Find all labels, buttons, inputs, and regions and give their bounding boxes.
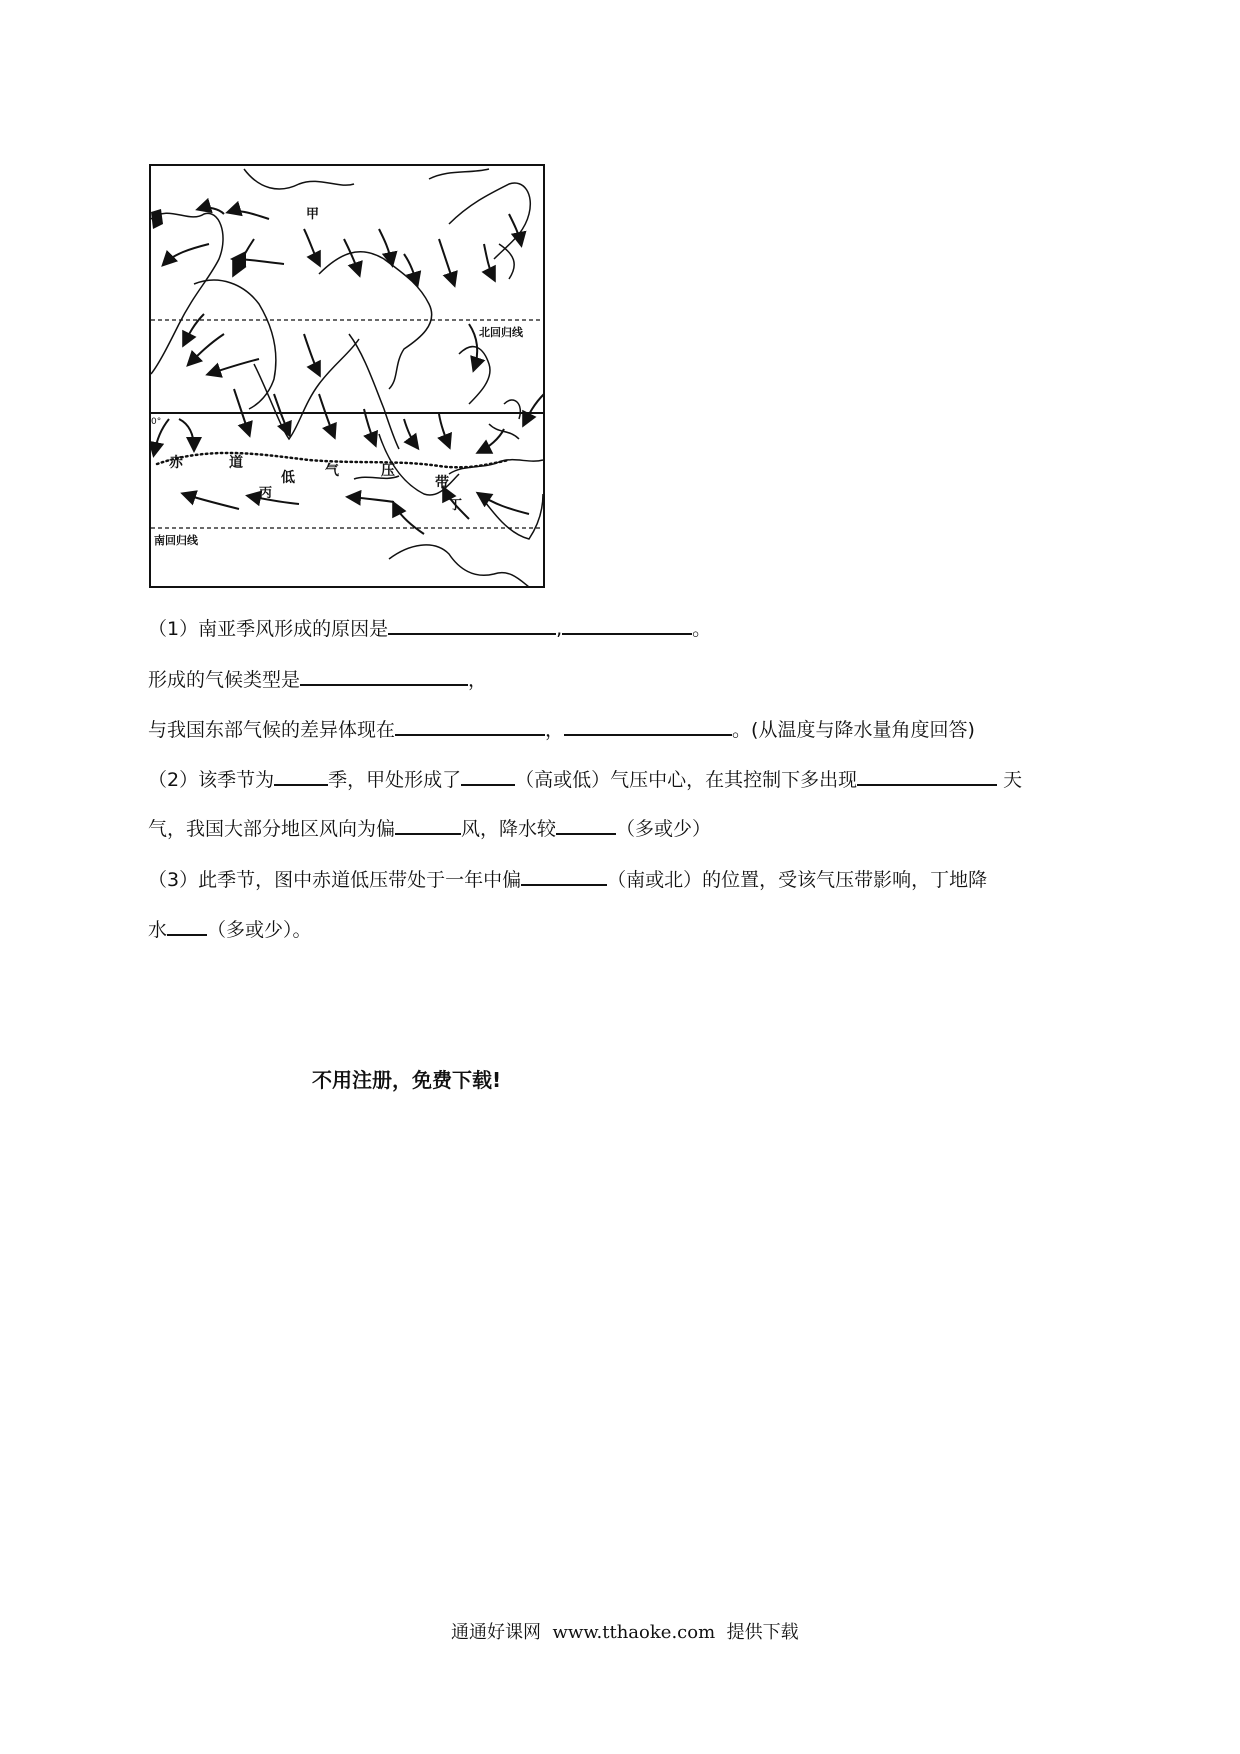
q1-line3-end: 。(从温度与降水量角度回答) <box>732 719 975 741</box>
answer-blank-q2-pressure[interactable] <box>461 764 515 786</box>
q2-text-g: （多或少） <box>616 818 712 840</box>
q2-text-a: （2）该季节为 <box>148 769 275 791</box>
label-south-tropic: 南回归线 <box>154 534 198 547</box>
label-jia: 甲 <box>306 207 320 222</box>
monsoon-map-figure <box>149 164 545 588</box>
q3-text-b: （南或北）的位置，受该气压带影响，丁地降 <box>607 869 988 891</box>
page-footer: 通通好课网 www.tthaoke.com 提供下载 <box>451 1622 799 1643</box>
label-ding: 丁 <box>449 498 463 513</box>
label-equator: 0° <box>151 417 162 427</box>
label-north-tropic: 北回归线 <box>479 326 523 339</box>
q1-line1-end: 。 <box>692 618 712 640</box>
q2-text-f: 风，降水较 <box>461 818 557 840</box>
q2-line2 <box>148 813 711 842</box>
answer-blank-q1-reason2[interactable] <box>562 613 692 635</box>
q1-line2-prefix: 形成的气候类型是 <box>148 669 301 691</box>
answer-blank-q2-precip[interactable] <box>556 813 616 835</box>
q2-line1 <box>148 764 1022 793</box>
belt-char-2: 道 <box>229 455 243 471</box>
belt-char-3: 低 <box>281 470 295 486</box>
answer-blank-q3-position[interactable] <box>521 864 607 886</box>
q3-text-a: （3）此季节，图中赤道低压带处于一年中偏 <box>148 869 522 891</box>
q3-line2 <box>148 914 312 943</box>
q1-line1-sep: , <box>556 618 563 640</box>
q1-line3-sep: ， <box>545 719 565 741</box>
belt-char-4: 气 <box>325 463 339 479</box>
q1-line1-prefix: （1）南亚季风形成的原因是 <box>148 618 389 640</box>
belt-char-6: 带 <box>435 475 449 491</box>
q3-line1 <box>148 864 987 893</box>
answer-blank-q1-diff2[interactable] <box>564 714 732 736</box>
map-svg <box>149 164 545 588</box>
q1-line2-end: ， <box>468 669 488 691</box>
answer-blank-q1-climate-type[interactable] <box>300 664 468 686</box>
q2-text-b: 季，甲处形成了 <box>328 769 462 791</box>
answer-blank-q1-reason1[interactable] <box>388 613 556 635</box>
answer-blank-q2-wind[interactable] <box>395 813 461 835</box>
answer-blank-q3-rain[interactable] <box>167 914 207 936</box>
answer-blank-q2-weather[interactable] <box>857 764 997 786</box>
label-bing: 丙 <box>259 486 273 501</box>
q1-line1 <box>148 613 711 642</box>
q3-text-d: （多或少）。 <box>207 919 312 941</box>
q1-line2 <box>148 664 487 693</box>
q2-text-c: （高或低）气压中心，在其控制下多出现 <box>515 769 858 791</box>
q2-text-d: 天 <box>1003 769 1023 791</box>
belt-char-1: 赤 <box>169 455 183 471</box>
answer-blank-q2-season[interactable] <box>274 764 328 786</box>
q2-text-e: 气，我国大部分地区风向为偏 <box>148 818 396 840</box>
free-download-notice: 不用注册，免费下载! <box>312 1068 502 1092</box>
belt-char-5: 压 <box>381 463 395 479</box>
map-frame <box>150 165 544 587</box>
q3-text-c: 水 <box>148 919 168 941</box>
answer-blank-q1-diff1[interactable] <box>395 714 545 736</box>
q1-line3 <box>148 714 975 743</box>
q1-line3-prefix: 与我国东部气候的差异体现在 <box>148 719 396 741</box>
